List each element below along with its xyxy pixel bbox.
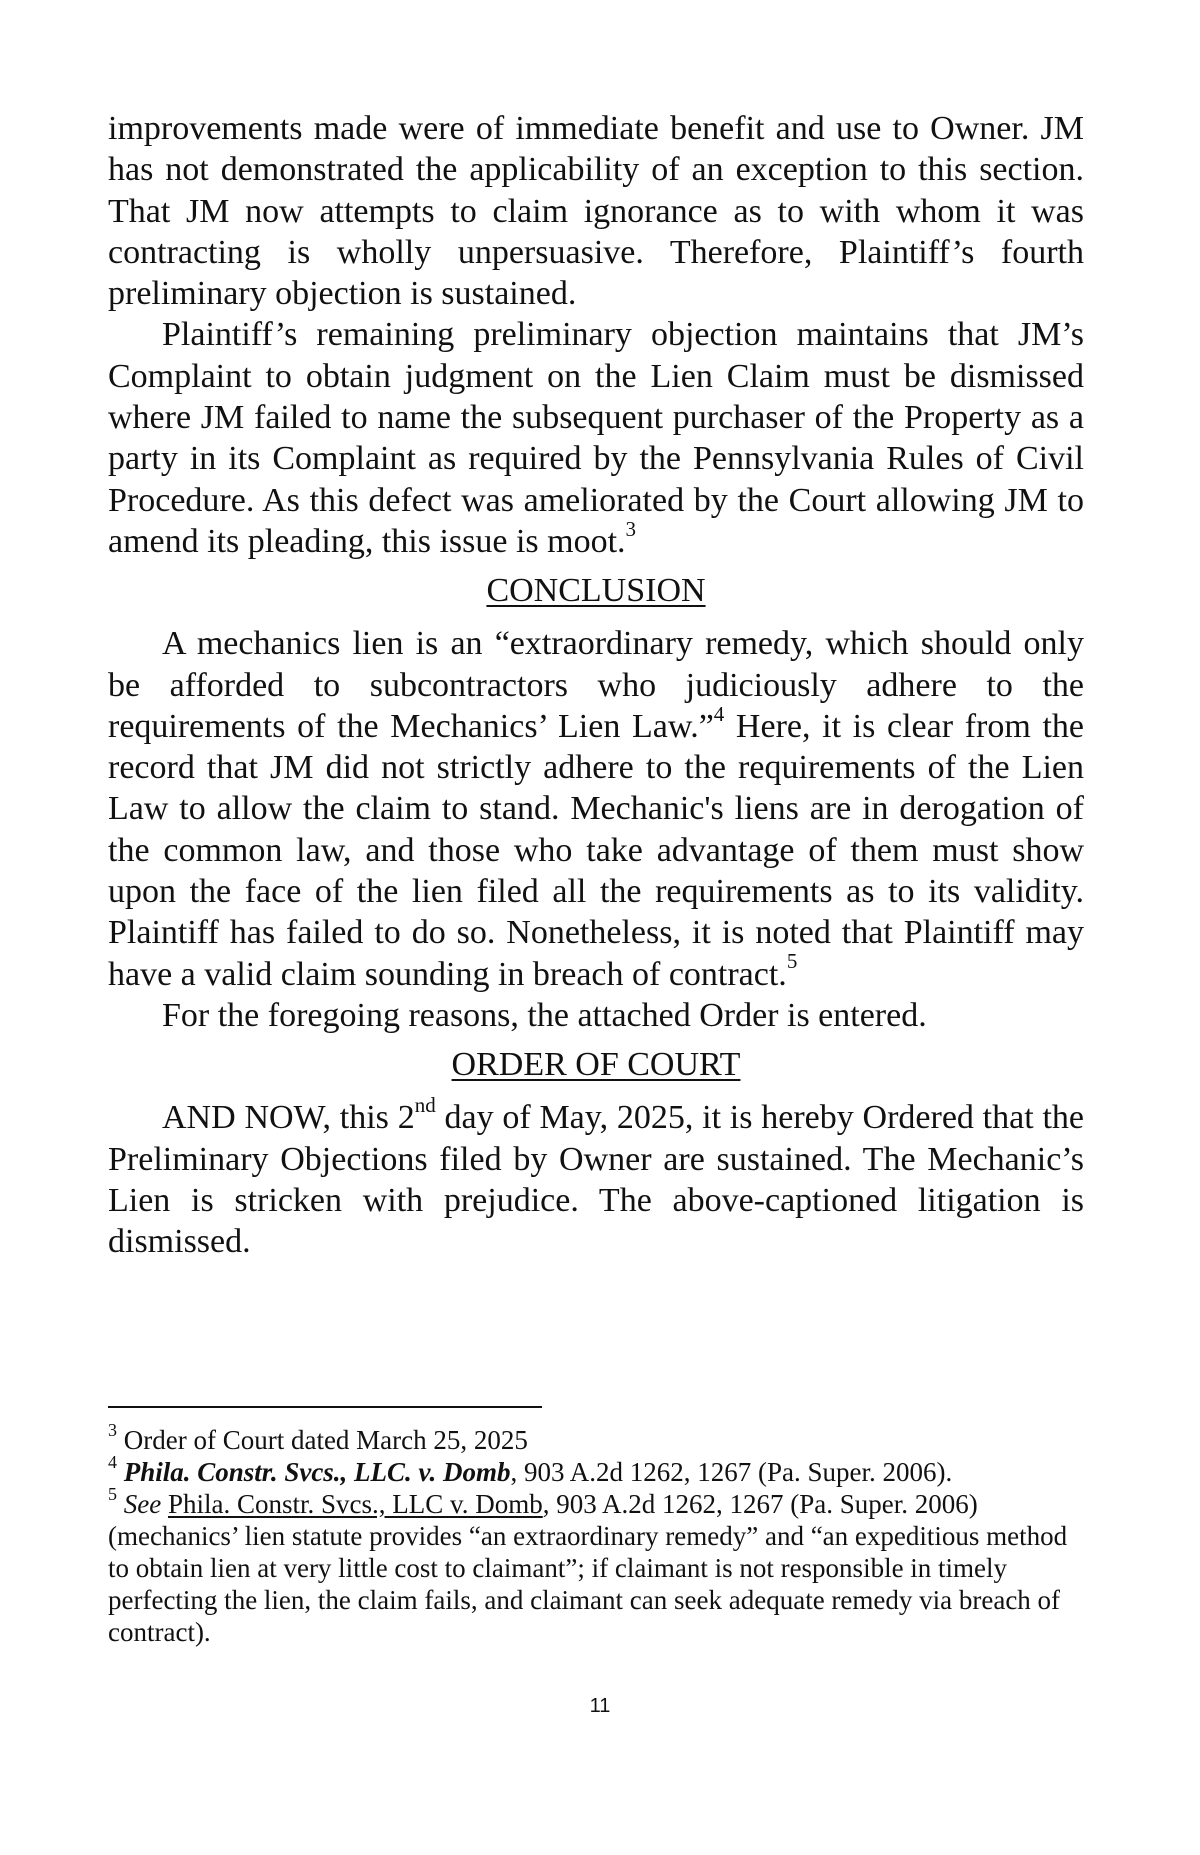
footnote-ref-4: 4 (713, 701, 725, 726)
footnote-3: $^3$ Order of Court dated March 25, 2025 (108, 1420, 528, 1455)
order-heading: ORDER OF COURT (451, 1046, 741, 1084)
case-citation-underlined: Phila. Constr. Svcs., LLC v. Domb (167, 1489, 543, 1519)
case-citation: Phila. Constr. Svcs., LLC. v. Domb (123, 1457, 511, 1487)
conclusion-heading: CONCLUSION (486, 572, 706, 610)
footnotes-section (108, 1420, 1088, 1648)
footnote-separator (108, 1406, 542, 1408)
paragraph-improvements: improvements made were of immediate benefit and use to Owner. JM has not demonstrated the applicability of an exception to this section. That JM now attempts to claim ignorance as to with whom it was contracting is wholly unpersuasive. Therefore, Plaintiff’s fourth preliminary objection is sustained. (108, 110, 1084, 313)
paragraph-order: AND NOW, this 2nd day of May, 2025, it is hereby Ordered that the Preliminary Objections filed by Owner are sustained. The Mechanic’s Lien is stricken with prejudice. The above-captioned litigation is dismissed. (108, 1092, 1084, 1261)
paragraph-foregoing: For the foregoing reasons, the attached Order is entered. (162, 996, 927, 1034)
paragraph-remaining-objection: Plaintiff’s remaining preliminary objection maintains that JM’s Complaint to obtain judgment on the Lien Claim must be dismissed where JM failed to name the subsequent purchaser of the Property as a party in its Complaint as required by the Pennsylvania Rules of Civil Procedure. As this defect was ameliorated by the Court allowing JM to amend its pleading, this issue is moot.$^3$ (108, 316, 1084, 560)
document-body (108, 108, 1084, 1262)
footnote-5: $^5$ See Phila. Constr. Svcs., LLC v. Domb, 903 A.2d 1262, 1267 (Pa. Super. 2006) (mechanics’ lien statute provides “an extraordinary remedy” and “an expeditious method to obtain lien at very little cost to claimant”; if claimant is not responsible in timely perfecting the lien, the claim fails, and claimant can seek adequate remedy via breach of contract). (108, 1484, 1068, 1647)
paragraph-conclusion: A mechanics lien is an “extraordinary remedy, which should only be afforded to subcontractors who judiciously adhere to the requirements of the Mechanics’ Lien Law.”$^4$ Here, it is clear from the record that JM did not strictly adhere to the requirements of the Lien Law to allow the claim to stand. Mechanic's liens are in derogation of the common law, and those who take advantage of them must show upon the face of the lien filed all the requirements as to its validity. Plaintiff has failed to do so. Nonetheless, it is noted that Plaintiff may have a valid claim sounding in breach of contract.$^5$ (108, 625, 1084, 993)
ordinal-suffix: nd (414, 1092, 436, 1117)
footnote-ref-5: 5 (786, 949, 798, 974)
page-number: 11 (589, 1695, 611, 1717)
footnote-4: $^4$ Phila. Constr. Svcs., LLC. v. Domb, 903 A.2d 1262, 1267 (Pa. Super. 2006). (108, 1452, 953, 1487)
footnote-ref-3: 3 (625, 516, 637, 541)
